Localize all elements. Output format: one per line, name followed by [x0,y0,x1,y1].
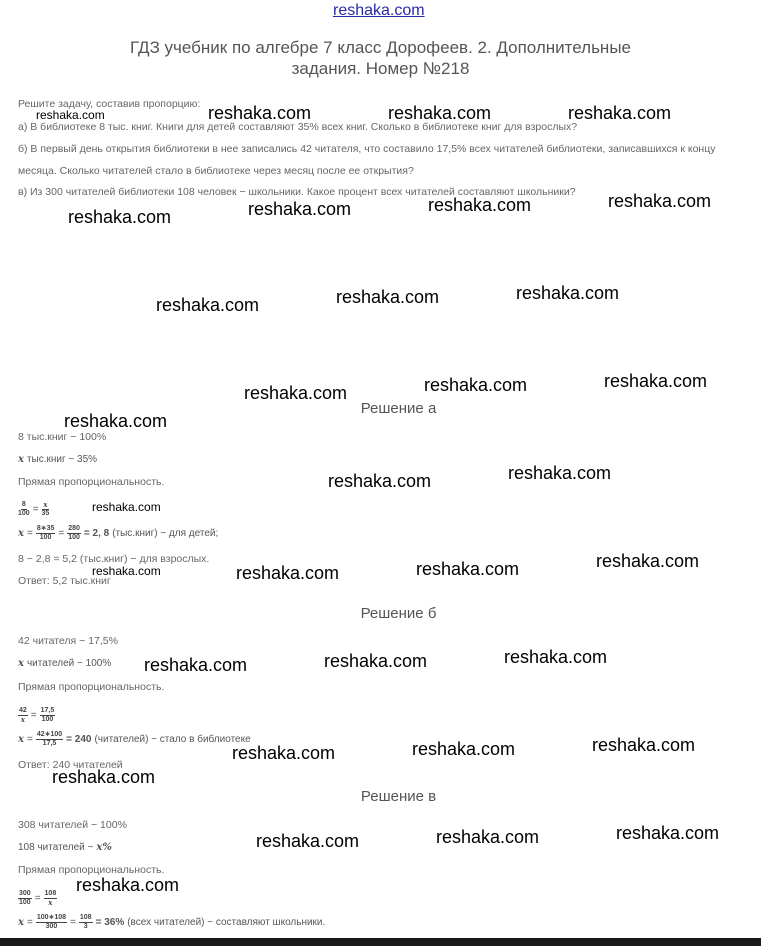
watermark: reshaka.com [156,295,260,315]
solution-b-line1: 42 читателя − 17,5% [18,635,118,647]
variable-x: x [18,658,24,669]
watermark: reshaka.com [52,767,156,787]
numerator: 42 [19,707,27,714]
numerator: 8∗35 [36,525,55,532]
watermark: reshaka.com [508,463,612,483]
watermark: reshaka.com [592,735,696,755]
numerator: 42∗100 [36,731,63,738]
variable-x: x [18,734,24,745]
solution-c-line2-text: 108 читателей − [18,842,94,853]
task-intro: Решите задачу, составив пропорцию: [18,98,201,110]
watermark: reshaka.com [92,500,161,514]
variable-x-percent: x% [96,842,112,853]
watermark: reshaka.com [428,195,532,215]
watermark: reshaka.com [36,108,105,122]
solution-b-line2 [18,658,111,669]
solution-a-line4: 8 − 2,8 = 5,2 (тыс.книг) − для взрослых. [18,553,210,565]
denominator: x [48,898,53,907]
watermark: reshaka.com [596,551,700,571]
solution-b-line3: Прямая пропорциональность. [18,681,165,693]
numerator: 108 [79,914,92,921]
fraction [79,914,93,931]
equals: = [34,893,41,904]
watermark: reshaka.com [604,371,708,391]
watermark: reshaka.com [424,375,528,395]
watermark: reshaka.com [64,411,168,431]
watermark: reshaka.com [616,823,720,843]
task-b-line1: б) В первый день открытия библиотеки в нее записались 42 читателя, что составило 17,5% всех читателей библиотеки, записавшихся к концу [18,143,716,155]
denominator: x [20,715,25,724]
numerator: 17,5 [40,707,55,714]
equals: = [26,528,33,539]
denominator: 100 [19,899,31,906]
watermark: reshaka.com [244,383,348,403]
task-b-line2: месяца. Сколько читателей стало в библиотеке через месяц после ее открытия? [18,165,414,177]
watermark: reshaka.com [68,207,172,227]
fraction [36,731,63,748]
watermark: reshaka.com [232,743,336,763]
fraction [67,525,81,542]
fraction [18,707,28,724]
watermark: reshaka.com [92,564,161,578]
page-title-line1: ГДЗ учебник по алгебре 7 класс Дорофеев. 2. Дополнительные [129,38,631,57]
solution-c-heading: Решение в [360,788,437,805]
denominator: 300 [45,923,58,930]
equals: = [70,917,76,928]
solution-a-line3: Прямая пропорциональность. [18,476,165,488]
solution-b-proportion [18,707,55,724]
watermark: reshaka.com [76,875,180,895]
denominator: 3 [83,923,88,930]
result-value: = 36% [95,917,125,928]
equals: = [26,917,33,928]
fraction [18,501,30,518]
watermark: reshaka.com [416,559,520,579]
solution-a-calculation [18,525,218,542]
solution-a-line2 [18,454,97,465]
task-a: а) В библиотеке 8 тыс. книг. Книги для детей составляют 35% всех книг. Сколько в библиотеке книг для взрослых? [18,121,578,133]
solution-a-line1: 8 тыс.книг − 100% [18,431,107,443]
solution-c-calculation [18,914,325,931]
watermark: reshaka.com [568,103,672,123]
watermark: reshaka.com [324,651,428,671]
fraction [36,914,67,931]
solution-c-proportion [18,890,57,907]
variable-x: x [18,528,24,539]
watermark: reshaka.com [328,471,432,491]
solution-c-line2 [18,842,112,853]
watermark: reshaka.com [504,647,608,667]
denominator: 100 [18,510,30,517]
denominator: 35 [41,510,50,517]
fraction [44,890,58,907]
denominator: 17,5 [42,740,57,747]
equals: = [30,710,37,721]
numerator: 280 [68,525,80,532]
solution-a-answer: Ответ: 5,2 тыс.книг [18,575,111,587]
watermark: reshaka.com [248,199,352,219]
result-value: = 240 [66,734,92,745]
fraction [18,890,32,907]
watermark: reshaka.com [236,563,340,583]
watermark: reshaka.com [388,103,492,123]
solution-a-line2-text: тыс.книг − 35% [26,454,98,465]
solution-b-calculation [18,731,251,748]
numerator: 300 [19,890,31,897]
equals: = [58,528,65,539]
calculation-note: (тыс.книг) − для детей; [112,528,219,539]
solution-b-heading: Решение б [360,605,437,622]
numerator: 108 [44,890,57,897]
page-title-line2: задания. Номер №218 [291,59,470,78]
watermark: reshaka.com [516,283,620,303]
watermark: reshaka.com [144,655,248,675]
numerator: 100∗108 [36,914,67,921]
watermark: reshaka.com [208,103,312,123]
fraction [42,501,50,518]
task-c: в) Из 300 читателей библиотеки 108 человек − школьники. Какое процент всех читателей составляют школьники? [18,186,576,198]
numerator: x [43,500,48,509]
watermark: reshaka.com [436,827,540,847]
bottom-bar [0,938,761,946]
equals: = [32,504,39,515]
watermark: reshaka.com [608,191,712,211]
solution-b-line2-text: читателей − 100% [26,658,112,669]
numerator: 8 [21,501,26,508]
equals: = [26,734,33,745]
result-value: = 2, 8 [83,528,110,539]
fraction [36,525,56,542]
denominator: 100 [41,716,54,723]
denominator: 100 [39,534,52,541]
solution-c-line1: 308 читателей − 100% [18,819,127,831]
variable-x: x [18,917,24,928]
variable-x: x [18,454,24,465]
watermark: reshaka.com [256,831,360,851]
solution-a-proportion [18,501,49,518]
page-title [0,37,761,79]
watermark: reshaka.com [412,739,516,759]
solution-a-heading: Решение а [360,400,437,417]
calculation-note: (всех читателей) − составляют школьники. [127,917,326,928]
solution-c-line3: Прямая пропорциональность. [18,864,165,876]
watermark: reshaka.com [336,287,440,307]
denominator: 100 [68,534,80,541]
fraction [40,707,56,724]
solution-b-answer: Ответ: 240 читателей [18,759,123,771]
site-link[interactable]: reshaka.com [333,2,425,19]
calculation-note: (читателей) − стало в библиотеке [94,734,251,745]
